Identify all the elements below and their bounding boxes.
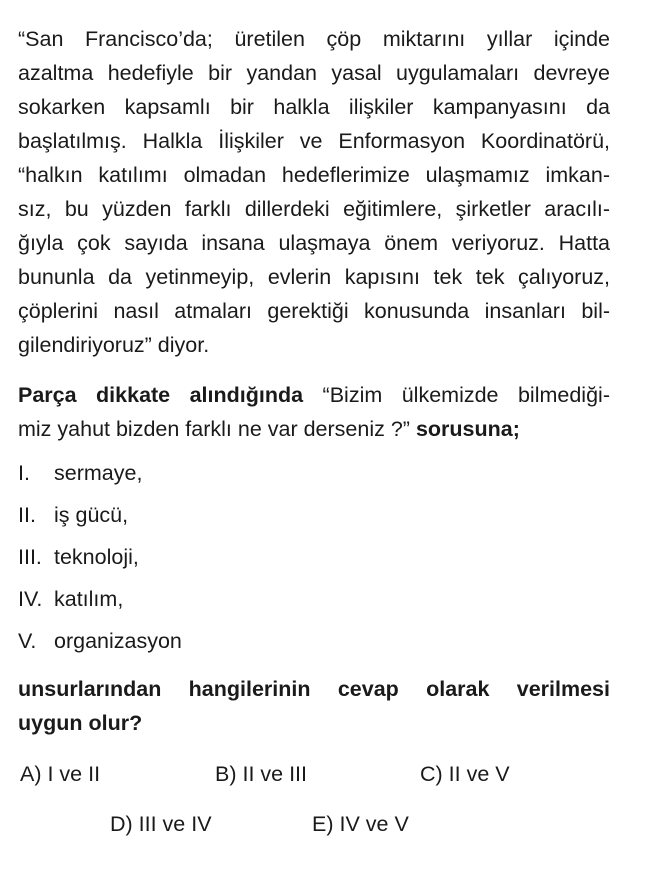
prompt-line: unsurlarından hangilerinin cevap olarak verilmesi — [18, 677, 610, 701]
list-item — [18, 536, 610, 578]
roman-items-list — [18, 452, 610, 662]
prompt-line: uygun olur? — [18, 711, 143, 735]
option-b[interactable]: B) II ve III — [215, 762, 307, 786]
question-line — [18, 378, 610, 412]
passage-line: çöplerini nasıl atmaları gerektiği konusunda insanları bil- — [18, 299, 610, 323]
passage-line: başlatılmış. Halkla İlişkiler ve Enformasyon Koordinatörü, — [18, 129, 610, 153]
passage-line: “halkın katılımı olmadan hedeflerimize ulaşmamız imkan- — [18, 163, 610, 187]
question-emphasis: sorusuna; — [415, 417, 520, 441]
item-number: I. — [18, 461, 30, 485]
question-text: “Bizim ülkemizde bilmediği- — [303, 383, 610, 407]
option-d[interactable]: D) III ve IV — [110, 812, 212, 836]
question-text: miz yahut bizden farklı ne var derseniz ?” — [18, 417, 416, 441]
passage-line: “San Francisco’da; üretilen çöp miktarını yıllar içinde — [18, 27, 610, 51]
question-stem — [18, 378, 610, 446]
question-page — [18, 22, 610, 740]
option-c[interactable]: C) II ve V — [420, 762, 510, 786]
item-text: organizasyon — [54, 629, 182, 653]
question-line — [18, 412, 610, 446]
item-text: teknoloji, — [54, 545, 139, 569]
item-text: katılım, — [54, 587, 124, 611]
passage-line: bununla da yetinmeyip, evlerin kapısını tek tek çalıyoruz, — [18, 265, 610, 289]
item-number: IV. — [18, 587, 43, 611]
passage — [18, 22, 610, 362]
item-number: II. — [18, 503, 36, 527]
item-text: sermaye, — [54, 461, 143, 485]
list-item — [18, 494, 610, 536]
passage-line: sokarken kapsamlı bir halkla ilişkiler kampanyasını da — [18, 95, 610, 119]
question-emphasis: Parça dikkate alındığında — [18, 383, 304, 407]
list-item — [18, 578, 610, 620]
list-item — [18, 452, 610, 494]
item-number: V. — [18, 629, 37, 653]
question-prompt — [18, 672, 610, 740]
passage-line: azaltma hedefiyle bir yandan yasal uygulamaları devreye — [18, 61, 610, 85]
option-a[interactable]: A) I ve II — [20, 762, 101, 786]
item-number: III. — [18, 545, 42, 569]
list-item — [18, 620, 610, 662]
passage-line: sız, bu yüzden farklı dillerdeki eğitimlere, şirketler aracılı- — [18, 197, 610, 221]
passage-line: gilendiriyoruz” diyor. — [18, 333, 210, 357]
option-e[interactable]: E) IV ve V — [312, 812, 409, 836]
item-text: iş gücü, — [54, 503, 129, 527]
passage-line: ğıyla çok sayıda insana ulaşmaya önem veriyoruz. Hatta — [18, 231, 610, 255]
